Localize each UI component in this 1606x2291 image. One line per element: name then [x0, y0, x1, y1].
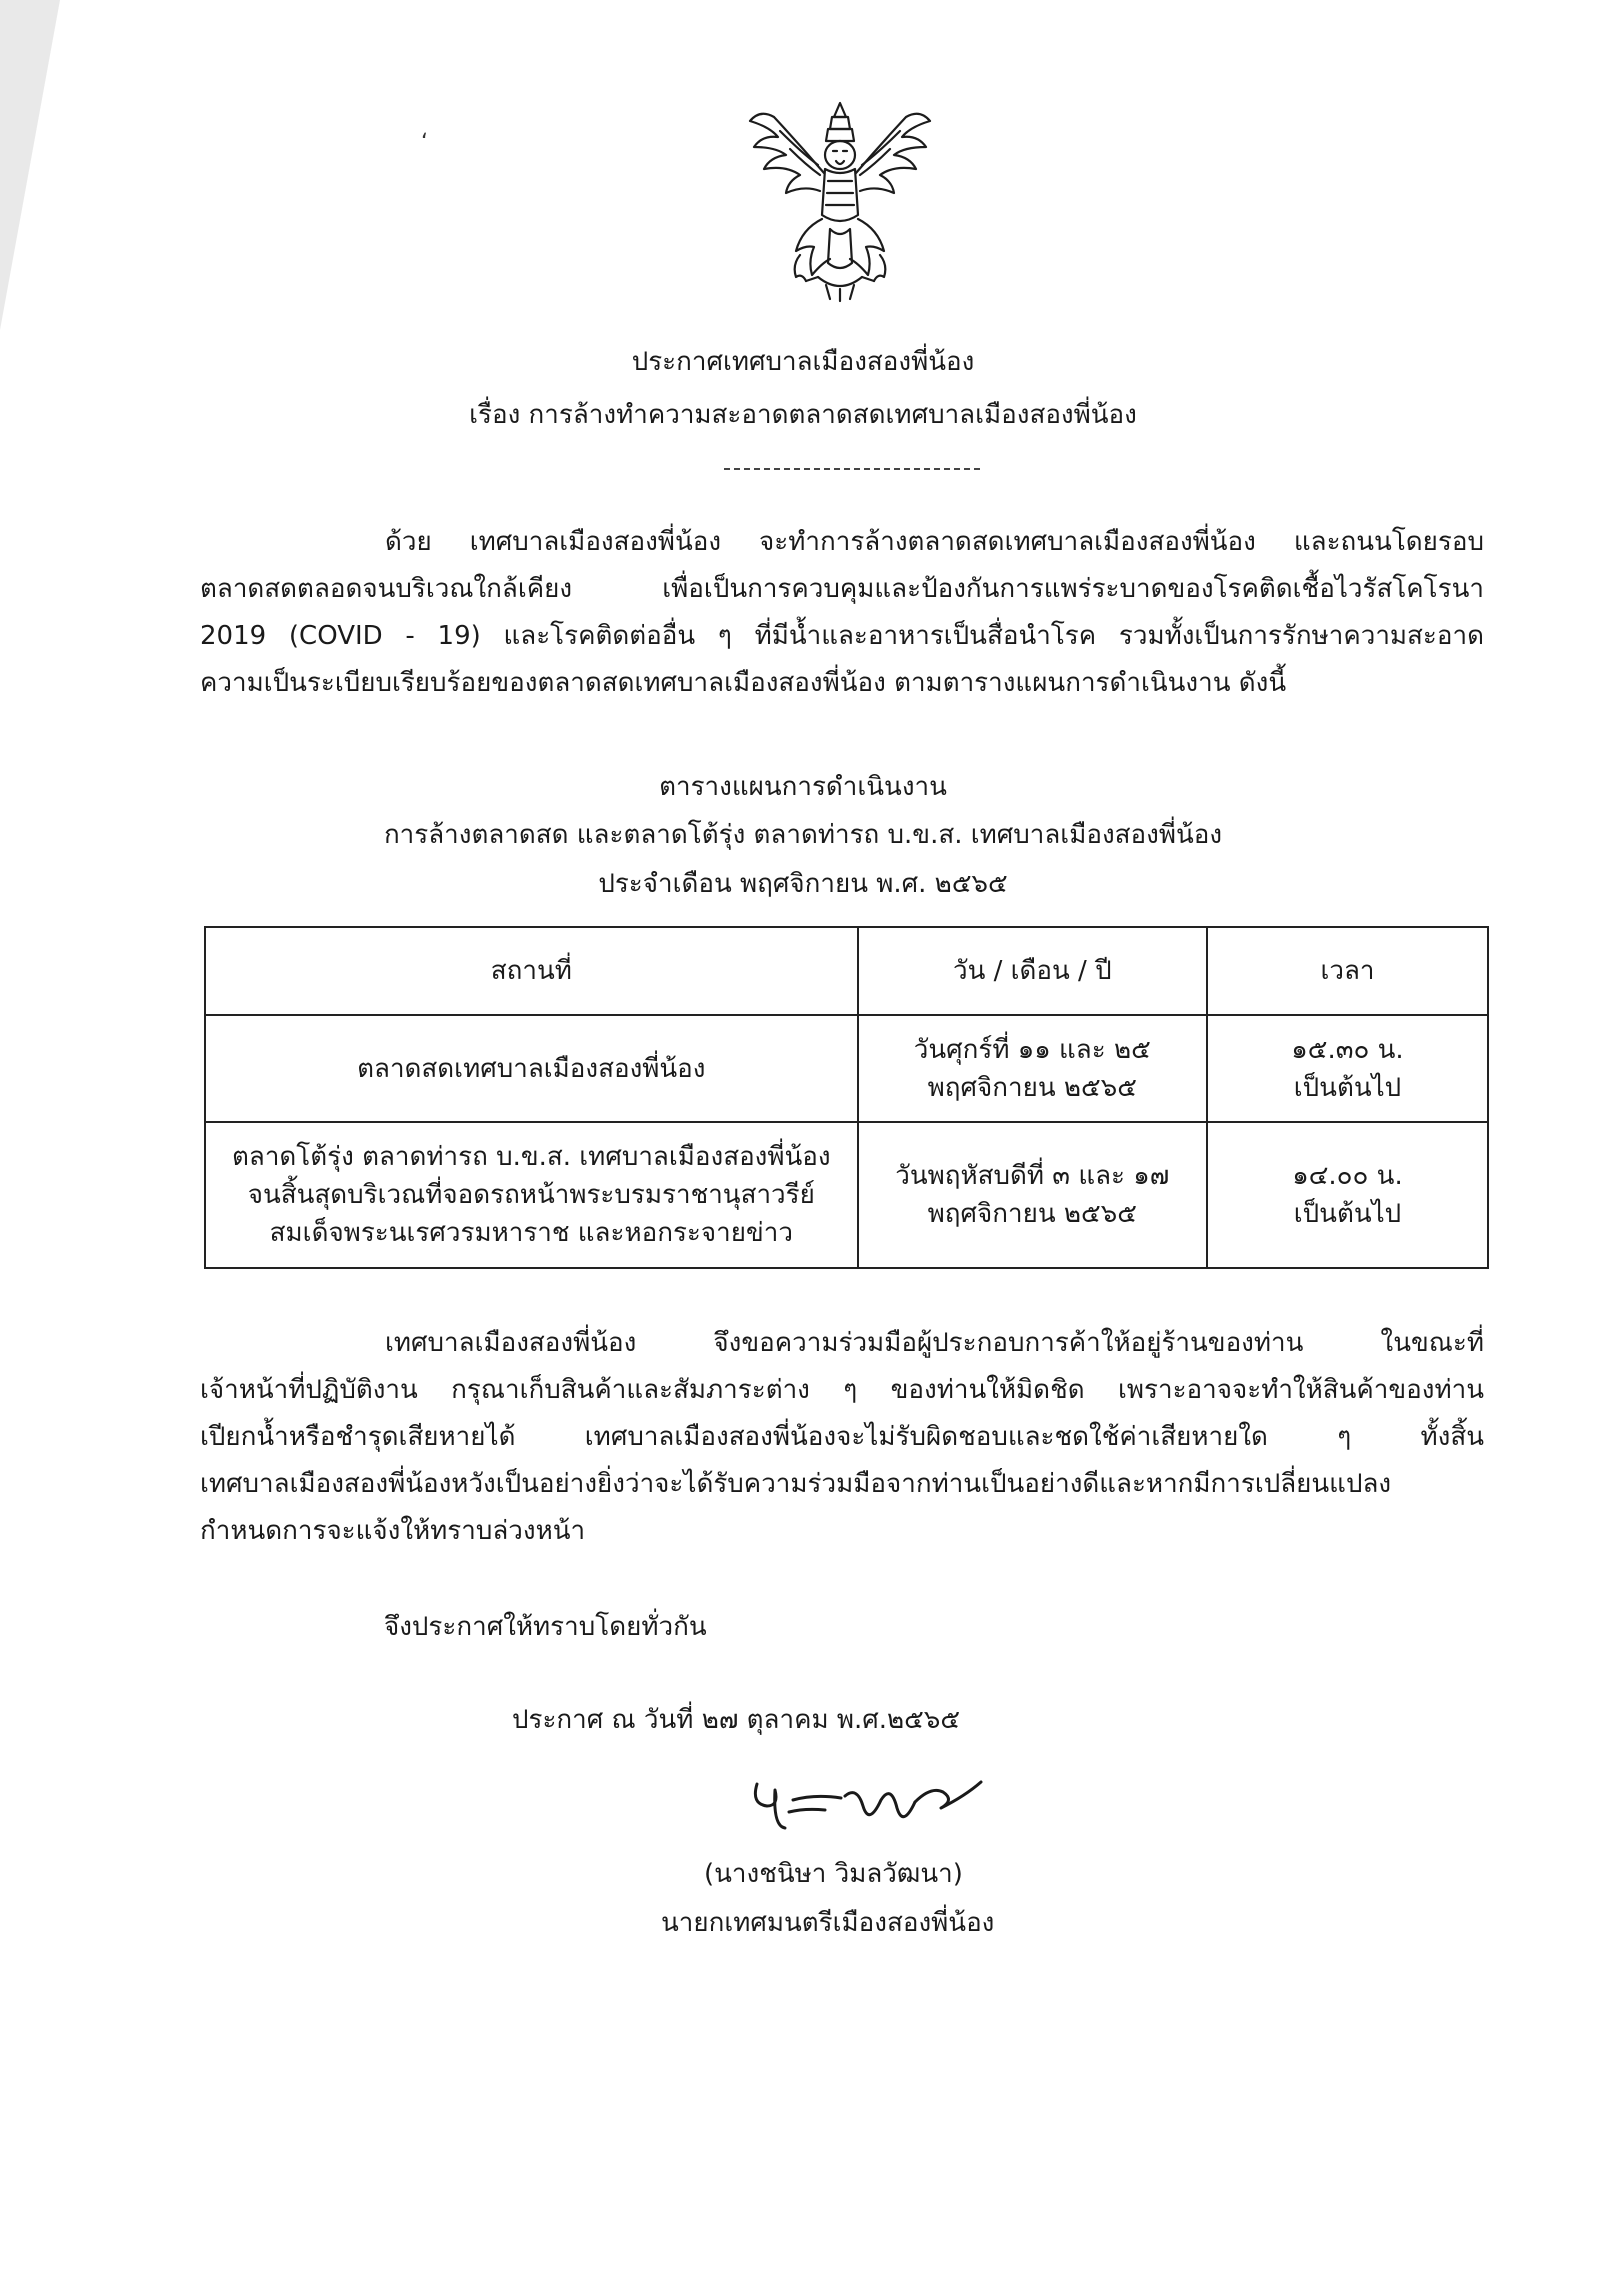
schedule-table — [204, 926, 1489, 1269]
schedule-title: ตารางแผนการดำเนินงาน — [659, 772, 947, 802]
signer-position: นายกเทศมนตรีเมืองสองพี่น้อง — [661, 1908, 995, 1938]
document-subject: เรื่อง การล้างทำความสะอาดตลาดสดเทศบาลเมืองสองพี่น้อง — [469, 400, 1137, 430]
schedule-subtitle: การล้างตลาดสด และตลาดโต้รุ่ง ตลาดท่ารถ บ.ข.ส. เทศบาลเมืองสองพี่น้อง — [383, 820, 1223, 850]
intro-line: ความเป็นระเบียบเรียบร้อยของตลาดสดเทศบาลเมืองสองพี่น้อง ตามตารางแผนการดำเนินงาน ดังนี้ — [200, 668, 1287, 698]
closing-line: กำหนดการจะแจ้งให้ทราบล่วงหน้า — [200, 1516, 586, 1546]
cell-place — [205, 1015, 858, 1122]
cell-time — [1207, 1122, 1488, 1268]
scan-shadow — [0, 0, 60, 330]
place-text: ตลาดสดเทศบาลเมืองสองพี่น้อง — [357, 1053, 706, 1084]
place-text: สมเด็จพระนเรศวรมหาราช และหอกระจายข่าว — [269, 1218, 793, 1248]
closing-line: เทศบาลเมืองสองพี่น้อง จึงขอความร่วมมือผู้ประกอบการค้าให้อยู่ร้านของท่าน ในขณะที่ — [385, 1328, 1484, 1358]
document-title: ประกาศเทศบาลเมืองสองพี่น้อง — [631, 347, 975, 377]
cell-date — [858, 1015, 1207, 1122]
closing-paragraph — [200, 1320, 1484, 1555]
date-text: วันพฤหัสบดีที่ ๓ และ ๑๗ — [895, 1161, 1170, 1191]
closing-line: เทศบาลเมืองสองพี่น้องหวังเป็นอย่างยิ่งว่าจะได้รับความร่วมมือจากท่านเป็นอย่างดีและหากมีการเปลี่ยนแปลง — [200, 1469, 1392, 1499]
cell-date — [858, 1122, 1207, 1268]
date-text: พฤศจิกายน ๒๕๖๕ — [927, 1199, 1137, 1229]
signer-name: (นางชนิษา วิมลวัฒนา) — [704, 1859, 963, 1889]
dateline-text: ประกาศ ณ วันที่ ๒๗ ตุลาคม พ.ศ.๒๕๖๕ — [512, 1705, 961, 1735]
time-text: เป็นต้นไป — [1293, 1072, 1402, 1103]
handwritten-signature — [745, 1756, 995, 1836]
garuda-emblem — [740, 95, 940, 305]
cell-time — [1207, 1015, 1488, 1122]
table-row — [205, 1015, 1488, 1122]
schedule-month: ประจำเดือน พฤศจิกายน พ.ศ. ๒๕๖๕ — [598, 869, 1008, 899]
intro-line: ตลาดสดตลอดจนบริเวณใกล้เคียง เพื่อเป็นการควบคุมและป้องกันการแพร่ระบาดของโรคติดเชื้อไวรัสโคโรนา — [200, 574, 1484, 604]
intro-paragraph — [200, 519, 1484, 707]
header-place: สถานที่ — [205, 927, 858, 1015]
table-row — [205, 1122, 1488, 1268]
stray-mark: ʻ — [421, 130, 428, 155]
title-divider — [724, 468, 980, 470]
header-time: เวลา — [1207, 927, 1488, 1015]
closing-line: เปียกน้ำหรือชำรุดเสียหายได้ เทศบาลเมืองสองพี่น้องจะไม่รับผิดชอบและชดใช้ค่าเสียหายใด ๆ ทั้งสิ้น — [200, 1422, 1484, 1452]
date-text: พฤศจิกายน ๒๕๖๕ — [927, 1072, 1137, 1103]
table-header-row — [205, 927, 1488, 1015]
place-text: จนสิ้นสุดบริเวณที่จอดรถหน้าพระบรมราชานุสาวรีย์ — [247, 1180, 815, 1210]
closing-line: เจ้าหน้าที่ปฏิบัติงาน กรุณาเก็บสินค้าและสัมภาระต่าง ๆ ของท่านให้มิดชิด เพราะอาจจะทำให้สินค้าของท่าน — [200, 1375, 1484, 1405]
announcement-text: จึงประกาศให้ทราบโดยทั่วกัน — [384, 1612, 707, 1642]
intro-line: ด้วย เทศบาลเมืองสองพี่น้อง จะทำการล้างตลาดสดเทศบาลเมืองสองพี่น้อง และถนนโดยรอบ — [385, 527, 1484, 557]
time-text: ๑๕.๓๐ น. — [1291, 1034, 1404, 1065]
intro-line: 2019 (COVID - 19) และโรคติดต่ออื่น ๆ ที่มีน้ำและอาหารเป็นสื่อนำโรค รวมทั้งเป็นการรักษาความสะอาด — [200, 621, 1484, 651]
time-text: เป็นต้นไป — [1293, 1199, 1402, 1229]
time-text: ๑๔.๐๐ น. — [1292, 1161, 1403, 1191]
cell-place — [205, 1122, 858, 1268]
header-date: วัน / เดือน / ปี — [858, 927, 1207, 1015]
place-text: ตลาดโต้รุ่ง ตลาดท่ารถ บ.ข.ส. เทศบาลเมืองสองพี่น้อง — [232, 1142, 831, 1172]
date-text: วันศุกร์ที่ ๑๑ และ ๒๕ — [913, 1034, 1151, 1065]
